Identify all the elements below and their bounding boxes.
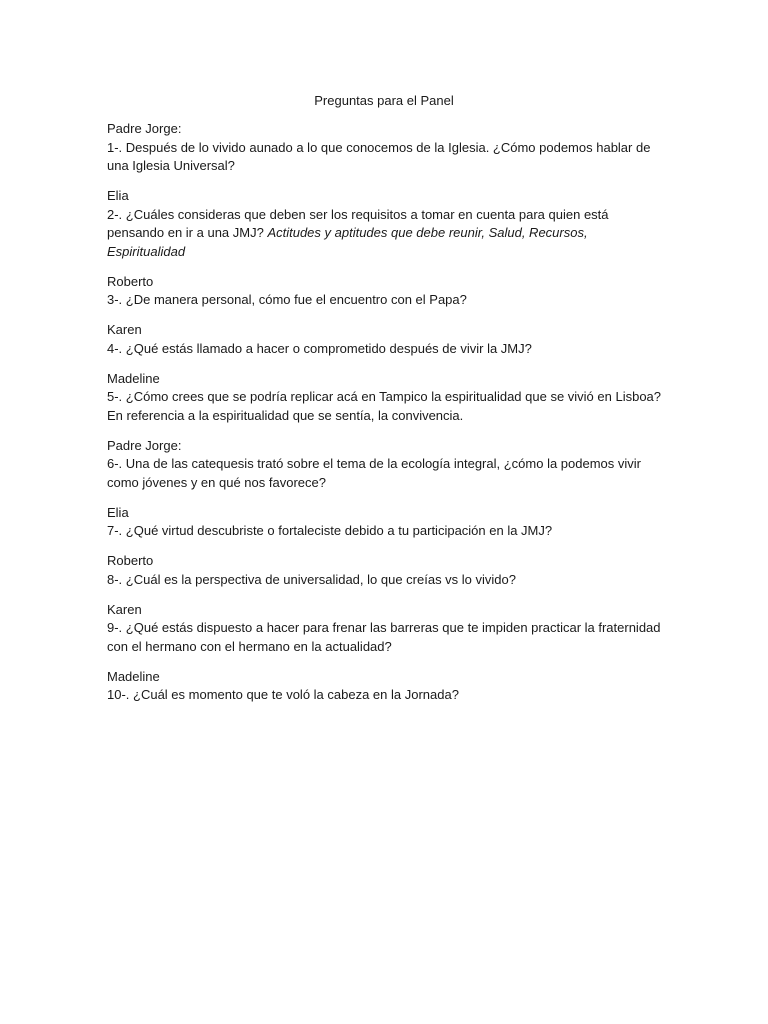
speaker-name: Roberto <box>107 553 154 568</box>
speaker-name: Elia <box>107 188 129 203</box>
speaker-name: Karen <box>107 322 142 337</box>
speaker-name: Madeline <box>107 370 160 386</box>
speaker-name: Elia <box>107 504 129 520</box>
speaker-name: Madeline <box>107 668 160 684</box>
question-entry-4 <box>107 321 667 358</box>
question-entry-3 <box>107 273 667 310</box>
question-text: 4-. ¿Qué estás llamado a hacer o comprometido después de vivir la JMJ? <box>107 340 532 356</box>
question-entry-10 <box>107 668 667 705</box>
question-entry-7 <box>107 504 667 541</box>
speaker-name: Padre Jorge: <box>107 437 182 453</box>
question-text: 6-. Una de las catequesis trató sobre el tema de la ecología integral, ¿cómo la podemos vivir como jóvenes y en qué nos favorece? <box>107 456 641 490</box>
question-text: 7-. ¿Qué virtud descubriste o fortaleciste debido a tu participación en la JMJ? <box>107 523 553 538</box>
question-entry-1 <box>107 120 667 176</box>
question-text: 3-. ¿De manera personal, cómo fue el encuentro con el Papa? <box>107 292 467 307</box>
question-text: 10-. ¿Cuál es momento que te voló la cabeza en la Jornada? <box>107 687 459 702</box>
question-entry-5 <box>107 370 667 426</box>
speaker-name: Roberto <box>107 273 154 289</box>
question-text: 9-. ¿Qué estás dispuesto a hacer para frenar las barreras que te impiden practicar la fraternidad con el hermano con el hermano en la actualidad? <box>107 620 661 654</box>
question-text: 5-. ¿Cómo crees que se podría replicar acá en Tampico la espiritualidad que se vivió en Lisboa? En referencia a la espiritualidad que se sentía, la convivencia. <box>107 389 662 423</box>
question-entry-6 <box>107 437 667 493</box>
document-title: Preguntas para el Panel <box>314 93 454 108</box>
question-list <box>107 120 667 716</box>
question-entry-2 <box>107 187 667 261</box>
speaker-name: Padre Jorge: <box>107 121 182 136</box>
question-text: 2-. ¿Cuáles consideras que deben ser los requisitos a tomar en cuenta para quien está pensando en ir a una JMJ? Actitudes y aptitudes que debe reunir, Salud, Recursos, Espiritualidad <box>107 206 609 259</box>
speaker-name: Karen <box>107 601 142 617</box>
question-entry-8 <box>107 552 667 589</box>
question-text: 8-. ¿Cuál es la perspectiva de universalidad, lo que creías vs lo vivido? <box>107 571 516 587</box>
question-entry-9 <box>107 601 667 657</box>
question-text: 1-. Después de lo vivido aunado a lo que conocemos de la Iglesia. ¿Cómo podemos hablar de una Iglesia Universal? <box>107 139 651 173</box>
question-note: Actitudes y aptitudes que debe reunir, Salud, Recursos, Espiritualidad <box>107 225 588 259</box>
